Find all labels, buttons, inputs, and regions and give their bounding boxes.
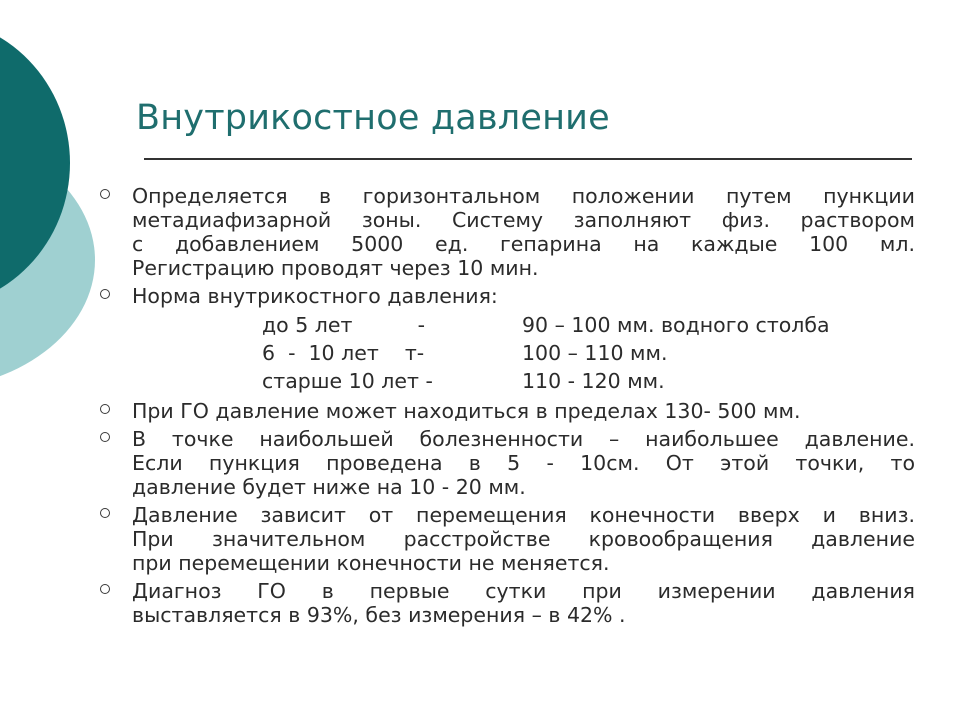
bullet-text-line: Регистрацию проводят через 10 мин. (132, 256, 539, 280)
norms-age: 6 - 10 лет т- (262, 341, 425, 365)
bullet-text-line: с добавлением 5000 ед. гепарина на каждые 100 мл. (132, 232, 915, 256)
bullet-text-line: метадиафизарной зоны. Систему заполняют физ. раствором (132, 208, 915, 232)
bullet-circle-icon (100, 584, 110, 594)
bullet-item (100, 284, 915, 395)
bullet-item (100, 184, 915, 280)
bullet-item (100, 399, 915, 423)
bullet-text-line: Определяется в горизонтальном положении путем пункции (132, 184, 915, 208)
norms-age: старше 10 лет - (262, 369, 433, 393)
norms-row (132, 339, 915, 367)
slide-title: Внутрикостное давление (136, 98, 610, 138)
bullet-circle-icon (100, 508, 110, 518)
bullet-circle-icon (100, 404, 110, 414)
norms-value: 100 – 110 мм. (522, 341, 668, 365)
bullet-text-line: При значительном расстройстве кровообращения давление (132, 527, 915, 551)
norms-row (132, 311, 915, 339)
bullet-text-line: Норма внутрикостного давления: (132, 284, 498, 308)
bullet-text-line: В точке наибольшей болезненности – наибольшее давление. (132, 427, 915, 451)
bullet-circle-icon (100, 289, 110, 299)
bullet-text-line: При ГО давление может находиться в пределах 130- 500 мм. (132, 399, 801, 423)
bullet-text-line: Если пункция проведена в 5 - 10см. От этой точки, то (132, 451, 915, 475)
bullet-text-line: Диагноз ГО в первые сутки при измерении давления (132, 579, 915, 603)
norms-value: 90 – 100 мм. водного столба (522, 313, 830, 337)
norms-value: 110 - 120 мм. (522, 369, 665, 393)
bullet-item (100, 503, 915, 575)
bullet-text-line: Давление зависит от перемещения конечности вверх и вниз. (132, 503, 915, 527)
bullet-text-line: давление будет ниже на 10 - 20 мм. (132, 475, 526, 499)
bullet-text-line: при перемещении конечности не меняется. (132, 551, 610, 575)
title-divider (144, 158, 912, 160)
bullet-circle-icon (100, 189, 110, 199)
norms-row (132, 367, 915, 395)
norms-age: до 5 лет - (262, 313, 426, 337)
slide-body (100, 184, 915, 631)
bullet-item (100, 427, 915, 499)
bullet-text-line: выставляется в 93%, без измерения – в 42% . (132, 603, 626, 627)
bullet-circle-icon (100, 432, 110, 442)
bullet-item (100, 579, 915, 627)
norms-table (132, 311, 915, 395)
